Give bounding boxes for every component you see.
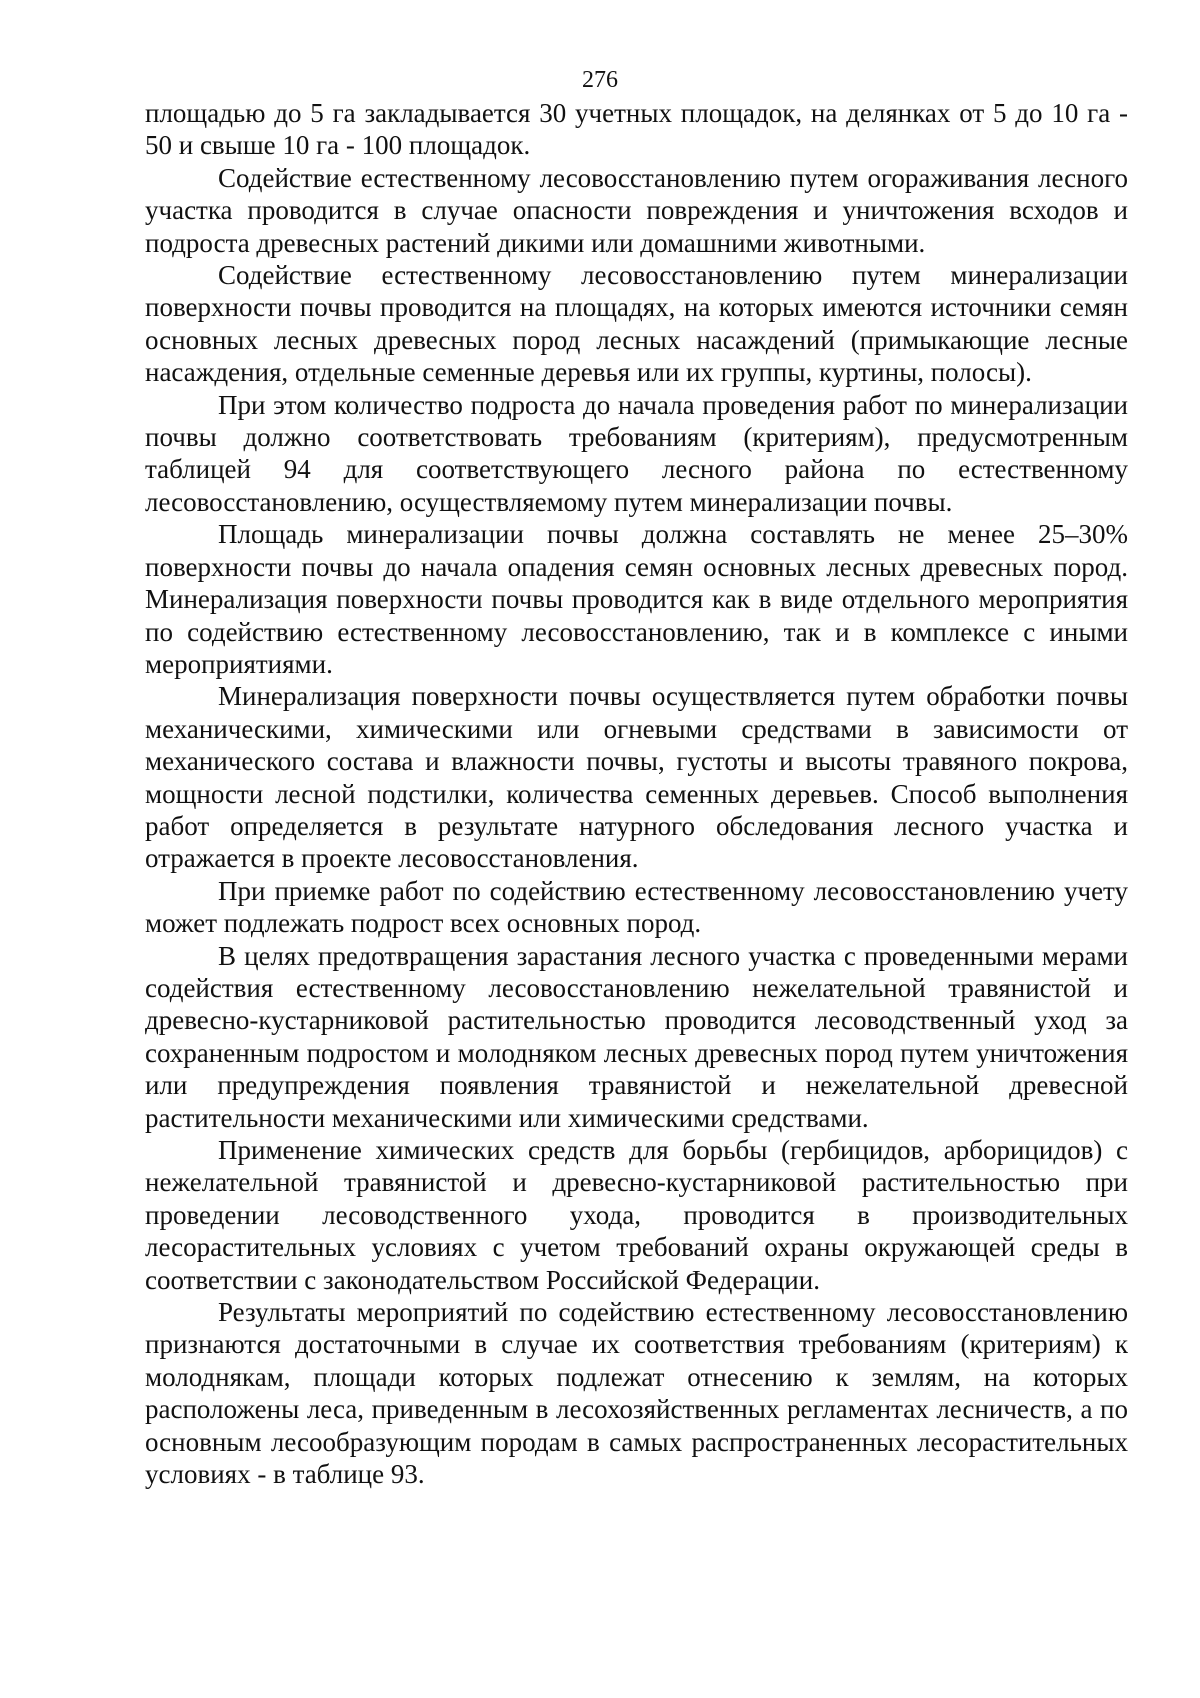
paragraph-overgrowth-prevention: В целях предотвращения зарастания лесного участка с проведенными мерами содействия естественному лесовосстановлению нежелательной травянистой и древесно-кустарниковой растительностью проводится лесоводственный уход за сохраненным подростом и молодняком лесных древесных пород путем уничтожения или предупреждения появления травянистой и нежелательной древесной растительности механическими или химическими средствами. <box>145 940 1128 1133</box>
paragraph-acceptance: При приемке работ по содействию естественному лесовосстановлению учету может подлежать подрост всех основных пород. <box>145 875 1128 939</box>
paragraph-mineralization-methods: Минерализация поверхности почвы осуществляется путем обработки почвы механическими, химическими или огневыми средствами в зависимости от механического состава и влажности почвы, густоты и высоты травяного покрова, мощности лесной подстилки, количества семенных деревьев. Способ выполнения работ определяется в результате натурного обследования лесного участка и отражается в проекте лесовосстановления. <box>145 681 1128 874</box>
paragraph-undergrowth-requirements: При этом количество подроста до начала проведения работ по минерализации почвы должно соответствовать требованиям (критериям), предусмотренным таблицей 94 для соответствующего лесного района по естественному лесовосстановлению, осуществляемому путем минерализации почвы. <box>145 389 1128 517</box>
paragraph-continued: площадью до 5 га закладывается 30 учетных площадок, на делянках от 5 до 10 га - 50 и свыше 10 га - 100 площадок. <box>145 98 1128 161</box>
paragraph-fencing: Содействие естественному лесовосстановлению путем огораживания лесного участка проводится в случае опасности повреждения и уничтожения всходов и подроста древесных растений дикими или домашними животными. <box>145 162 1128 258</box>
paragraph-results: Результаты мероприятий по содействию естественному лесовосстановлению признаются достаточными в случае их соответствия требованиям (критериям) к молоднякам, площади которых подлежат отнесению к землям, на которых расположены леса, приведенным в лесохозяйственных регламентах лесничеств, а по основным лесообразующим породам в самых распространенных лесорастительных условиях - в таблице 93. <box>145 1297 1128 1490</box>
paragraph-mineralization-areas: Содействие естественному лесовосстановлению путем минерализации поверхности почвы проводится на площадях, на которых имеются источники семян основных лесных древесных пород лесных насаждений (примыкающие лесные насаждения, отдельные семенные деревья или их группы, куртины, полосы). <box>145 260 1128 388</box>
document-body <box>145 97 1128 1490</box>
page-number: 276 <box>582 67 618 93</box>
paragraph-chemical-means: Применение химических средств для борьбы (гербицидов, арборицидов) с нежелательной травянистой и древесно-кустарниковой растительностью при проведении лесоводственного ухода, проводится в производительных лесорастительных условиях с учетом требований охраны окружающей среды в соответствии с законодательством Российской Федерации. <box>145 1135 1128 1295</box>
paragraph-mineralization-share: Площадь минерализации почвы должна составлять не менее 25–30% поверхности почвы до начала опадения семян основных лесных древесных пород. Минерализация поверхности почвы проводится как в виде отдельного мероприятия по содействию естественному лесовосстановлению, так и в комплексе с иными мероприятиями. <box>145 519 1128 679</box>
